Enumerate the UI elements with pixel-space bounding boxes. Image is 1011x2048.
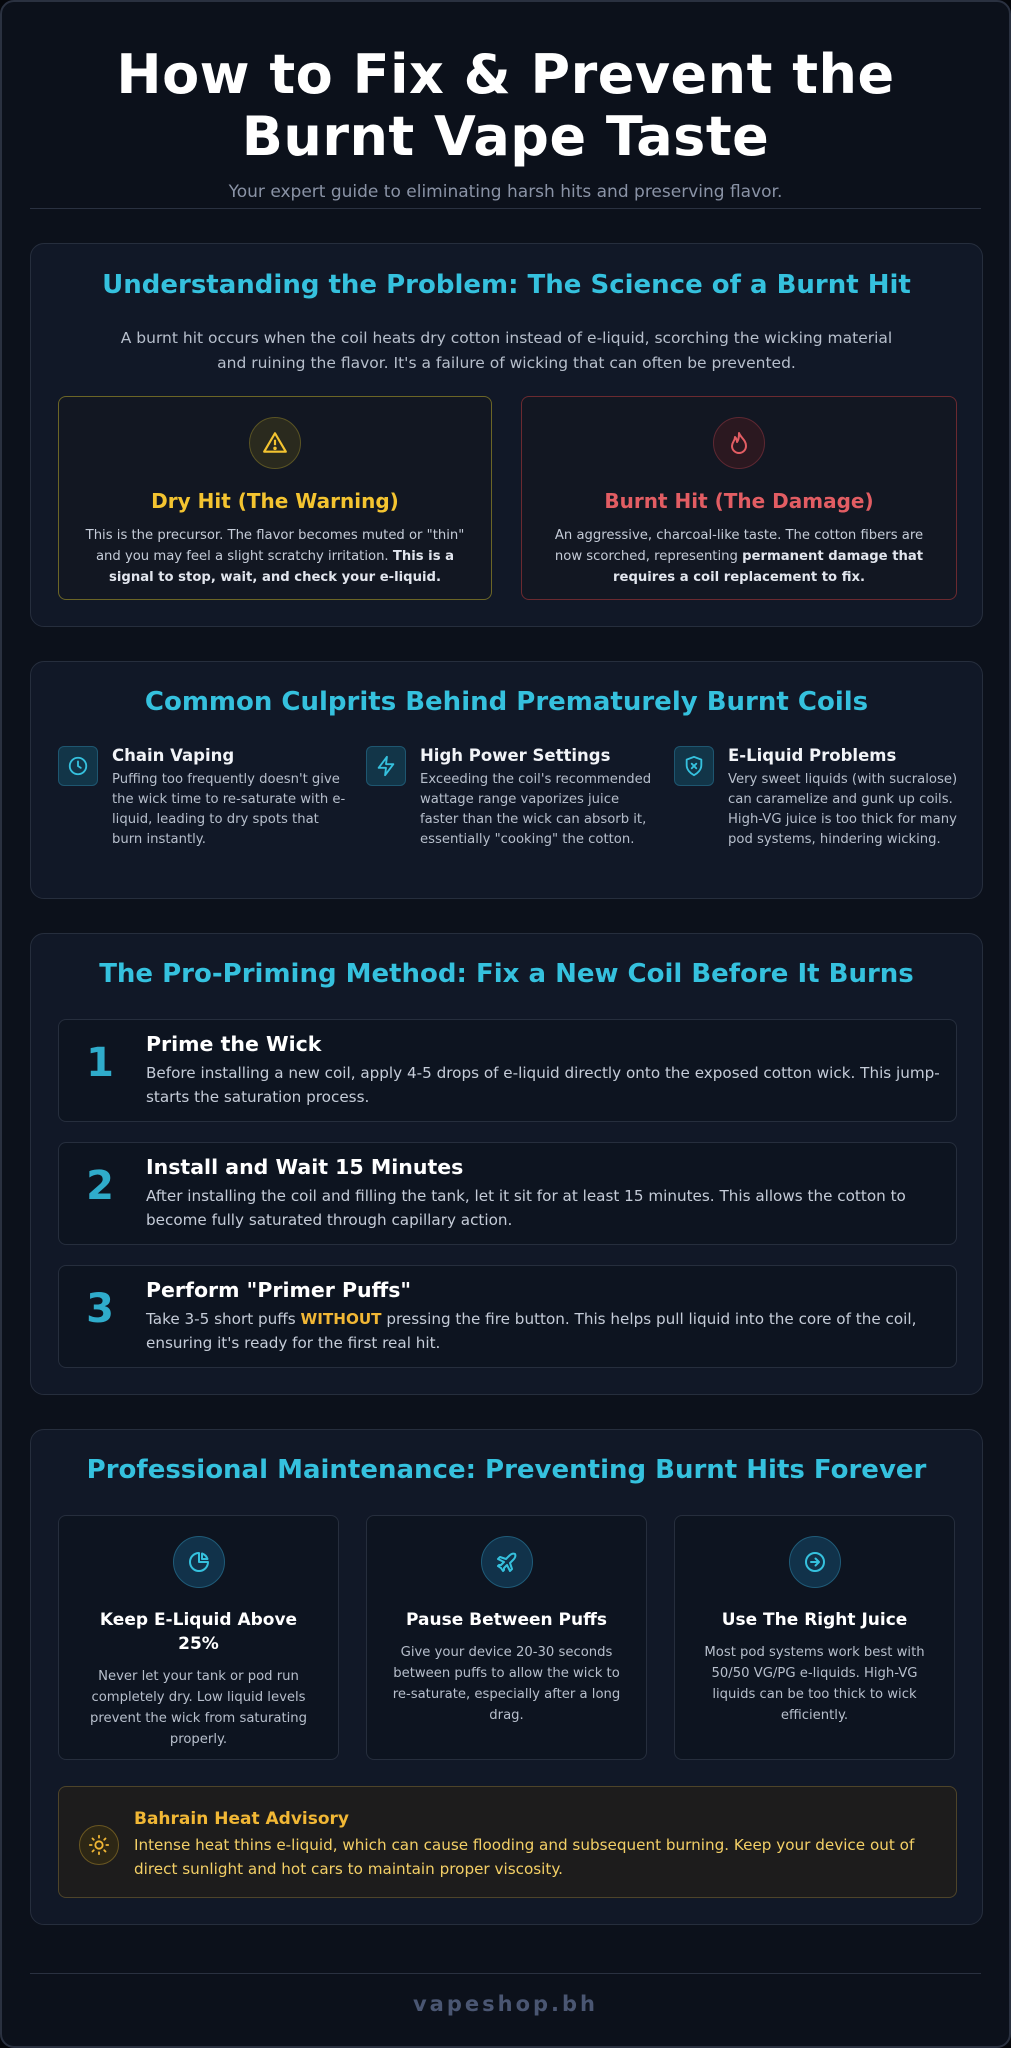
culprits-section bbox=[30, 661, 983, 899]
priming-title: The Pro-Priming Method: Fix a New Coil Before It Burns bbox=[99, 959, 914, 989]
culprit-text: Exceeding the coil's recommended wattage range vaporizes juice faster than the wick can absorb it, essentially "cooking" the cotton. bbox=[420, 772, 652, 847]
priming-step bbox=[58, 1142, 957, 1245]
dry-hit-title: Dry Hit (The Warning) bbox=[151, 489, 399, 513]
culprit-title: High Power Settings bbox=[420, 746, 611, 765]
advisory-text: Intense heat thins e-liquid, which can cause flooding and subsequent burning. Keep your device out of direct sunlight and hot cars to maintain proper viscosity. bbox=[134, 1836, 915, 1878]
advisory-title: Bahrain Heat Advisory bbox=[134, 1809, 350, 1829]
maintenance-card-text: Give your device 20-30 seconds between puffs to allow the wick to re-saturate, especially after a long drag. bbox=[392, 1645, 621, 1723]
header-divider bbox=[30, 208, 981, 209]
maintenance-card bbox=[674, 1515, 955, 1760]
culprit-e-liquid bbox=[674, 746, 964, 876]
airplane-icon bbox=[481, 1536, 533, 1588]
maintenance-card-text: Never let your tank or pod run completely dry. Low liquid levels prevent the wick from saturating properly. bbox=[89, 1669, 308, 1747]
dry-hit-card bbox=[58, 396, 492, 600]
step-title: Install and Wait 15 Minutes bbox=[146, 1155, 464, 1179]
step-title: Perform "Primer Puffs" bbox=[146, 1278, 412, 1302]
culprit-text: Puffing too frequently doesn't give the wick time to re-saturate with e-liquid, leading to dry spots that burn instantly. bbox=[112, 772, 346, 847]
maintenance-card bbox=[366, 1515, 647, 1760]
step-number: 1 bbox=[86, 1040, 114, 1086]
culprit-high-power bbox=[366, 746, 656, 876]
priming-step bbox=[58, 1265, 957, 1368]
step-text: Before installing a new coil, apply 4-5 drops of e-liquid directly onto the exposed cotton wick. This jump-starts the saturation process. bbox=[146, 1064, 940, 1106]
heat-advisory bbox=[58, 1786, 957, 1898]
page-header bbox=[2, 2, 1009, 202]
step-text: Take 3-5 short puffs WITHOUT pressing the fire button. This helps pull liquid into the core of the coil, ensuring it's ready for the first real hit. bbox=[146, 1310, 917, 1352]
maintenance-card-title: Keep E-Liquid Above 25% bbox=[99, 1610, 298, 1654]
maintenance-card-title: Use The Right Juice bbox=[721, 1610, 908, 1630]
step-title: Prime the Wick bbox=[146, 1032, 322, 1056]
step-number: 3 bbox=[86, 1286, 114, 1332]
shield-x-icon bbox=[674, 746, 714, 786]
maintenance-card-text: Most pod systems work best with 50/50 VG/PG e-liquids. High-VG liquids can be too thick to wick efficiently. bbox=[704, 1645, 925, 1723]
sun-icon bbox=[79, 1825, 119, 1865]
burnt-hit-title: Burnt Hit (The Damage) bbox=[604, 489, 874, 513]
dry-hit-text: This is the precursor. The flavor becomes muted or "thin" and you may feel a slight scratchy irritation. This is a signal to stop, wait, and check your e-liquid. bbox=[85, 528, 465, 585]
culprit-title: E-Liquid Problems bbox=[728, 746, 897, 765]
culprit-text: Very sweet liquids (with sucralose) can caramelize and gunk up coils. High-VG juice is too thick for many pod systems, hindering wicking. bbox=[728, 772, 958, 847]
warning-triangle-icon bbox=[249, 417, 301, 469]
priming-section bbox=[30, 933, 983, 1395]
culprit-title: Chain Vaping bbox=[112, 746, 235, 765]
burnt-hit-card bbox=[521, 396, 957, 600]
problem-intro: A burnt hit occurs when the coil heats dry cotton instead of e-liquid, scorching the wicking material and ruining the flavor. It's a failure of wicking that can often be prevented. bbox=[120, 329, 893, 372]
lightning-icon bbox=[366, 746, 406, 786]
maintenance-section bbox=[30, 1429, 983, 1925]
page-subtitle: Your expert guide to eliminating harsh hits and preserving flavor. bbox=[228, 182, 783, 202]
maintenance-title: Professional Maintenance: Preventing Burnt Hits Forever bbox=[86, 1455, 927, 1485]
culprit-chain-vaping bbox=[58, 746, 348, 876]
step-text: After installing the coil and filling the tank, let it sit for at least 15 minutes. This allows the cotton to become fully saturated through capillary action. bbox=[146, 1187, 906, 1229]
problem-section bbox=[30, 243, 983, 627]
priming-step bbox=[58, 1019, 957, 1122]
footer-brand[interactable]: vapeshop.bh bbox=[412, 1992, 598, 2016]
step-number: 2 bbox=[86, 1163, 114, 1209]
clock-icon bbox=[58, 746, 98, 786]
flame-icon bbox=[713, 417, 765, 469]
maintenance-card bbox=[58, 1515, 339, 1760]
arrow-right-circle-icon bbox=[789, 1536, 841, 1588]
pie-chart-icon bbox=[173, 1536, 225, 1588]
page-title: How to Fix & Prevent the Burnt Vape Taste bbox=[116, 43, 895, 168]
culprits-title: Common Culprits Behind Prematurely Burnt Coils bbox=[144, 687, 869, 717]
maintenance-card-title: Pause Between Puffs bbox=[406, 1610, 607, 1630]
footer-divider bbox=[30, 1973, 981, 1974]
problem-title: Understanding the Problem: The Science of a Burnt Hit bbox=[102, 270, 911, 300]
burnt-hit-text: An aggressive, charcoal-like taste. The cotton fibers are now scorched, representing permanent damage that requires a coil replacement to fix. bbox=[554, 528, 924, 585]
